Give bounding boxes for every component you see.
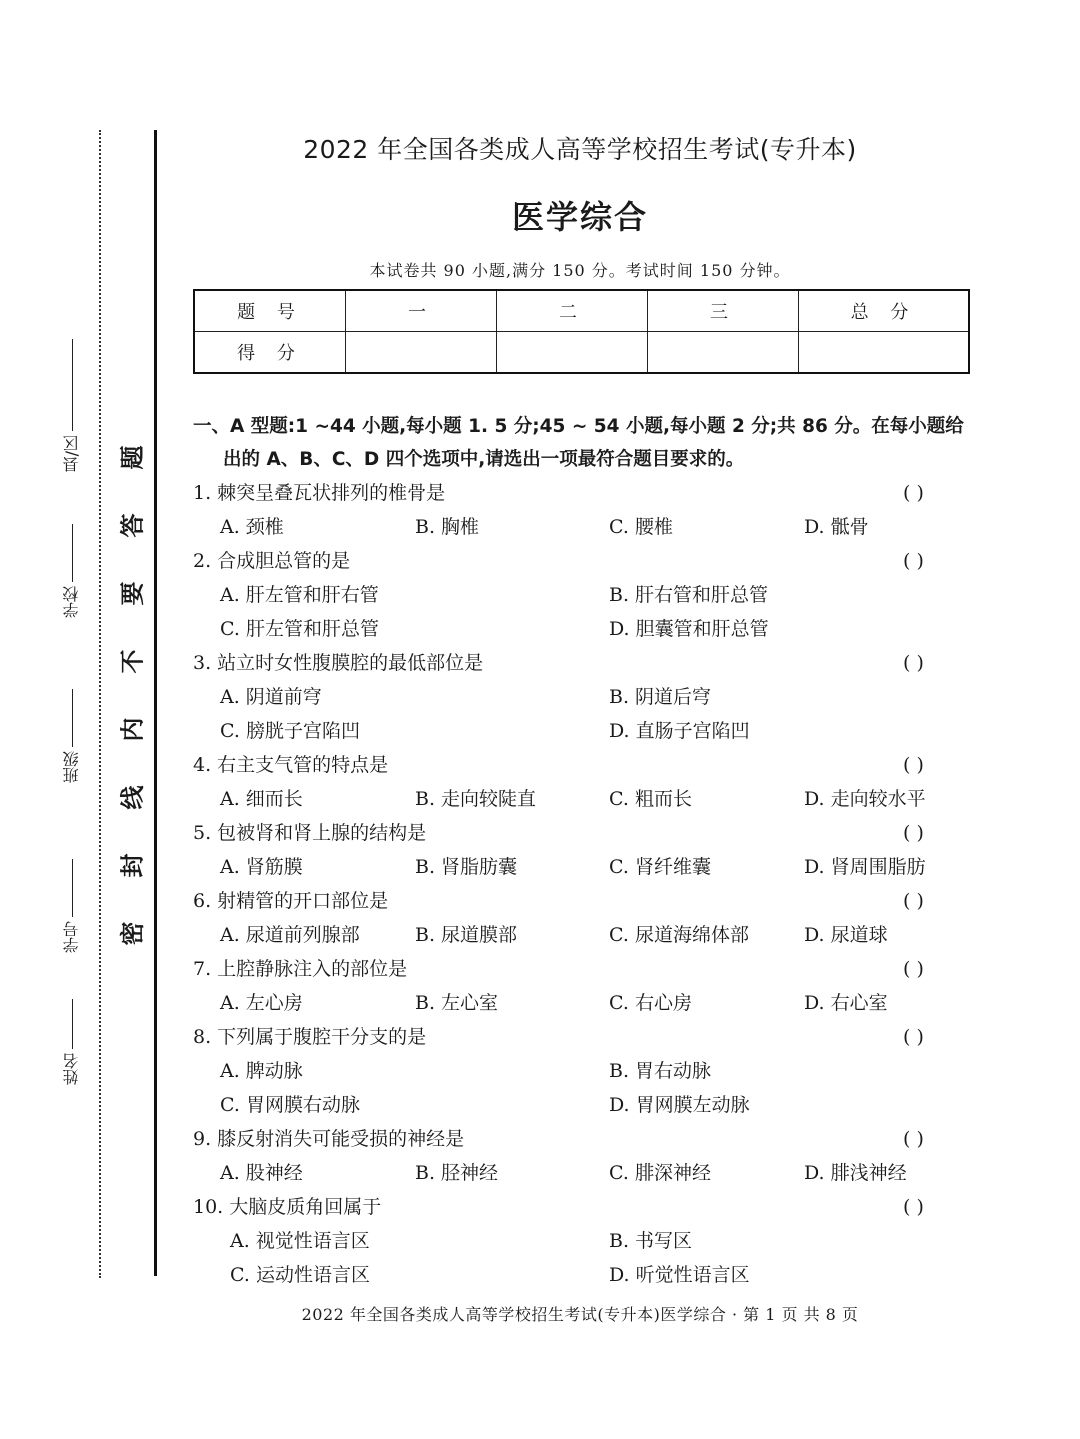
option-line	[193, 714, 973, 748]
class-label: 班级	[62, 751, 81, 783]
answer-option[interactable]: A. 肾筋膜	[220, 856, 303, 878]
page-footer: 2022 年全国各类成人高等学校招生考试(专升本)医学综合 · 第 1 页 共 8 页	[301, 1305, 859, 1324]
answer-blank[interactable]: ( )	[903, 550, 924, 572]
school-blank[interactable]	[72, 524, 73, 582]
question-list	[193, 476, 973, 1292]
school-field[interactable]	[54, 520, 90, 618]
score-row-label: 得 分	[194, 332, 346, 374]
answer-option[interactable]: D. 听觉性语言区	[609, 1264, 750, 1286]
score-header-cell: 题 号	[194, 290, 346, 332]
option-line	[193, 1088, 973, 1122]
answer-blank[interactable]: ( )	[903, 754, 924, 776]
answer-option[interactable]: B. 肾脂肪囊	[415, 856, 518, 878]
answer-option[interactable]: B. 左心室	[415, 992, 499, 1014]
answer-option[interactable]: C. 粗而长	[609, 788, 692, 810]
answer-blank[interactable]: ( )	[903, 890, 924, 912]
option-line	[193, 782, 973, 816]
answer-option[interactable]: C. 肾纤维囊	[609, 856, 711, 878]
name-field[interactable]	[54, 995, 90, 1085]
answer-option[interactable]: B. 阴道后穹	[609, 686, 712, 708]
seal-char: 答	[118, 513, 147, 538]
question-stem-line	[193, 1190, 973, 1224]
option-line	[193, 918, 973, 952]
answer-option[interactable]: A. 左心房	[220, 992, 303, 1014]
option-line	[193, 986, 973, 1020]
answer-option[interactable]: C. 腰椎	[609, 516, 673, 538]
student-id-field[interactable]	[54, 855, 90, 953]
answer-option[interactable]: D. 尿道球	[804, 924, 888, 946]
question-stem: 10. 大脑皮质角回属于	[193, 1196, 382, 1218]
answer-blank[interactable]: ( )	[903, 822, 924, 844]
seal-char: 线	[118, 785, 147, 810]
score-input-cell[interactable]	[648, 332, 799, 374]
answer-option[interactable]: D. 腓浅神经	[804, 1162, 907, 1184]
answer-option[interactable]: D. 胃网膜左动脉	[609, 1094, 750, 1116]
answer-option[interactable]: C. 尿道海绵体部	[609, 924, 749, 946]
answer-option[interactable]: D. 骶骨	[804, 516, 869, 538]
question-stem-line	[193, 748, 973, 782]
name-label: 姓名	[62, 1053, 81, 1085]
answer-option[interactable]: A. 尿道前列腺部	[220, 924, 360, 946]
option-line	[193, 1156, 973, 1190]
student-info-fields	[54, 335, 90, 1100]
answer-option[interactable]: D. 右心室	[804, 992, 888, 1014]
answer-option[interactable]: A. 阴道前穹	[220, 686, 322, 708]
answer-option[interactable]: D. 肾周围脂肪	[804, 856, 926, 878]
county-label: 县/区	[62, 435, 81, 473]
answer-option[interactable]: C. 右心房	[609, 992, 692, 1014]
class-field[interactable]	[54, 685, 90, 783]
question-stem: 3. 站立时女性腹膜腔的最低部位是	[193, 652, 484, 674]
school-label: 学校	[62, 586, 81, 618]
answer-option[interactable]: B. 肝右管和肝总管	[609, 584, 769, 606]
subject-title: 医学综合	[511, 198, 648, 236]
score-input-cell[interactable]	[497, 332, 648, 374]
question-stem: 6. 射精管的开口部位是	[193, 890, 389, 912]
answer-option[interactable]: A. 股神经	[220, 1162, 303, 1184]
seal-char: 封	[118, 853, 147, 878]
dotted-cut-line	[99, 130, 101, 1278]
answer-option[interactable]: A. 肝左管和肝右管	[220, 584, 379, 606]
county-blank[interactable]	[72, 339, 73, 431]
score-table-score-row	[194, 332, 969, 374]
answer-blank[interactable]: ( )	[903, 1196, 924, 1218]
score-table	[193, 289, 970, 374]
seal-char: 密	[118, 921, 147, 946]
answer-option[interactable]: C. 胃网膜右动脉	[220, 1094, 360, 1116]
option-line	[193, 578, 973, 612]
answer-option[interactable]: B. 胸椎	[415, 516, 480, 538]
option-line	[193, 1258, 973, 1292]
answer-option[interactable]: D. 走向较水平	[804, 788, 926, 810]
question-stem-line	[193, 884, 973, 918]
answer-option[interactable]: D. 胆囊管和肝总管	[609, 618, 769, 640]
question-stem-line	[193, 646, 973, 680]
answer-option[interactable]: A. 脾动脉	[220, 1060, 303, 1082]
answer-option[interactable]: C. 肝左管和肝总管	[220, 618, 379, 640]
class-blank[interactable]	[72, 689, 73, 747]
answer-option[interactable]: C. 腓深神经	[609, 1162, 711, 1184]
section-instructions	[193, 410, 973, 476]
answer-option[interactable]: D. 直肠子宫陷凹	[609, 720, 750, 742]
question-stem: 8. 下列属于腹腔干分支的是	[193, 1026, 427, 1048]
score-input-cell[interactable]	[346, 332, 497, 374]
answer-option[interactable]: C. 运动性语言区	[230, 1264, 370, 1286]
seal-char: 要	[118, 581, 147, 606]
question-stem: 9. 膝反射消失可能受损的神经是	[193, 1128, 465, 1150]
score-input-cell[interactable]	[799, 332, 970, 374]
answer-option[interactable]: A. 颈椎	[220, 516, 284, 538]
question-stem-line	[193, 1122, 973, 1156]
answer-blank[interactable]: ( )	[903, 958, 924, 980]
option-line	[193, 680, 973, 714]
exam-intro: 本试卷共 90 小题,满分 150 分。考试时间 150 分钟。	[369, 261, 791, 280]
section-line: 一、A 型题:1 ~44 小题,每小题 1. 5 分;45 ~ 54 小题,每小题 2 分;共 86 分。在每小题给	[193, 416, 964, 437]
option-line	[193, 510, 973, 544]
answer-blank[interactable]: ( )	[903, 652, 924, 674]
answer-blank[interactable]: ( )	[903, 482, 924, 504]
answer-option[interactable]: C. 膀胱子宫陷凹	[220, 720, 360, 742]
score-table-header-row	[194, 290, 969, 332]
answer-option[interactable]: B. 书写区	[609, 1230, 693, 1252]
option-line	[193, 1224, 973, 1258]
question-stem: 7. 上腔静脉注入的部位是	[193, 958, 408, 980]
student-id-label: 学号	[62, 921, 81, 953]
answer-option[interactable]: A. 视觉性语言区	[230, 1230, 370, 1252]
seal-char: 题	[118, 445, 147, 470]
student-id-blank[interactable]	[72, 859, 73, 917]
seal-char: 不	[118, 649, 147, 674]
answer-option[interactable]: B. 胃右动脉	[609, 1060, 712, 1082]
question-stem-line	[193, 476, 973, 510]
question-stem-line	[193, 1020, 973, 1054]
seal-char: 内	[118, 717, 147, 742]
score-header-cell: 总 分	[799, 290, 970, 332]
option-line	[193, 1054, 973, 1088]
score-header-cell: 三	[648, 290, 799, 332]
answer-option[interactable]: B. 胫神经	[415, 1162, 499, 1184]
answer-option[interactable]: A. 细而长	[220, 788, 303, 810]
question-stem: 1. 棘突呈叠瓦状排列的椎骨是	[193, 482, 446, 504]
question-stem-line	[193, 544, 973, 578]
option-line	[193, 850, 973, 884]
county-field[interactable]	[54, 335, 90, 472]
exam-title: 2022 年全国各类成人高等学校招生考试(专升本)	[303, 135, 857, 164]
question-stem: 2. 合成胆总管的是	[193, 550, 351, 572]
answer-option[interactable]: B. 尿道膜部	[415, 924, 518, 946]
question-stem: 4. 右主支气管的特点是	[193, 754, 389, 776]
name-blank[interactable]	[72, 999, 73, 1049]
answer-blank[interactable]: ( )	[903, 1026, 924, 1048]
section-line: 出的 A、B、C、D 四个选项中,请选出一项最符合题目要求的。	[223, 449, 745, 470]
option-line	[193, 612, 973, 646]
score-header-cell: 二	[497, 290, 648, 332]
binding-line	[154, 130, 157, 1276]
score-header-cell: 一	[346, 290, 497, 332]
question-stem: 5. 包被肾和肾上腺的结构是	[193, 822, 427, 844]
answer-blank[interactable]: ( )	[903, 1128, 924, 1150]
question-stem-line	[193, 816, 973, 850]
answer-option[interactable]: B. 走向较陡直	[415, 788, 537, 810]
question-stem-line	[193, 952, 973, 986]
